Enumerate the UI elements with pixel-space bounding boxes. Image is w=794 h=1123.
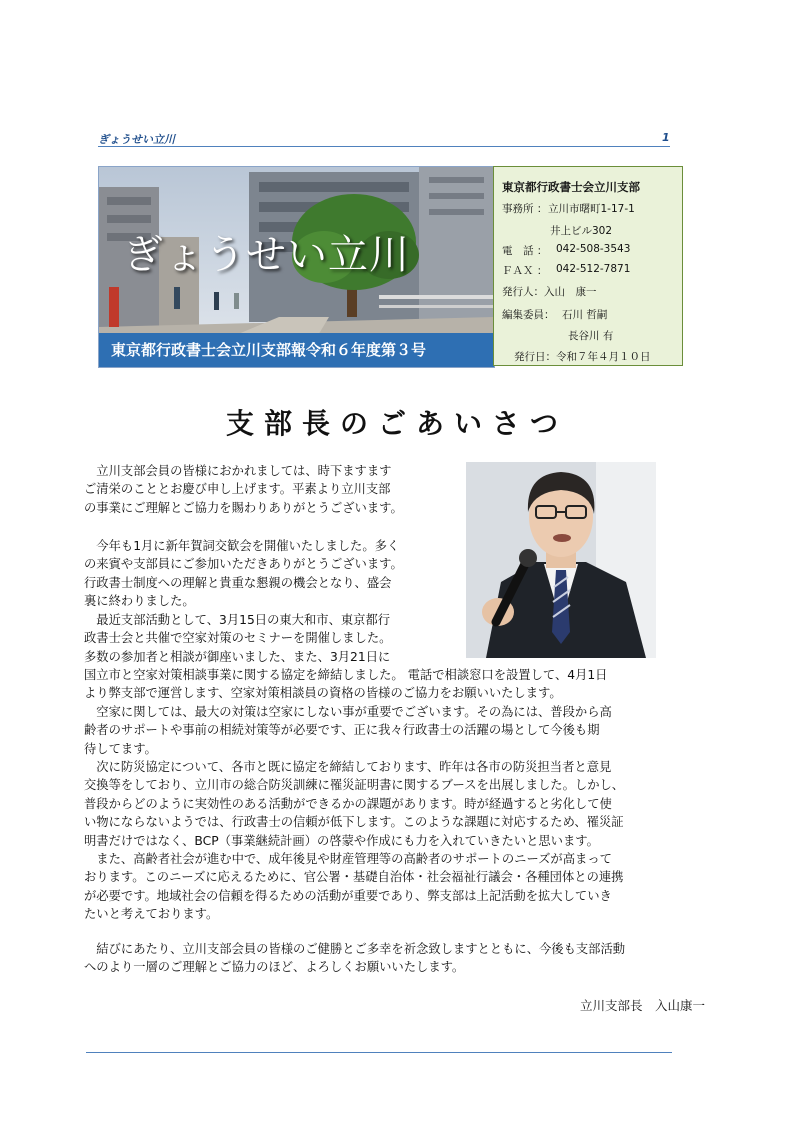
p2-line: 今年も1月に新年賀詞交歓会を開催いたしました。多く <box>84 539 400 553</box>
p1-line: ご清栄のこととお慶び申し上げます。平素より立川支部 <box>84 482 391 497</box>
masthead-photo <box>98 166 495 368</box>
p1-line: の事業にご理解とご協力を賜わりありがとうございます。 <box>84 500 403 515</box>
p3-full-line: たいと考えております。 <box>84 907 219 922</box>
header-divider <box>98 146 670 147</box>
info-office-address-2: 井上ビル302 <box>550 225 613 237</box>
info-fax-label: ＦＡＸ ： <box>502 265 548 277</box>
branch-chief-portrait <box>466 462 656 658</box>
info-fax: 042-512-7871 <box>556 263 631 275</box>
p3-full-line: おります。このニーズに応えるために、官公署・基礎自治体・社会福祉行議会・各種団体との連携 <box>84 870 624 885</box>
p3-full-line: い物にならないようでは、行政書士の信頼が低下します。このような課題に対応するため、罹災証 <box>84 815 624 830</box>
signature: 立川支部長 入山康一 <box>579 998 705 1013</box>
info-publisher: 入山 康一 <box>544 286 597 298</box>
info-tel-label: 電 話 ： <box>502 245 548 257</box>
paragraph-1 <box>84 462 459 517</box>
footer-divider <box>86 1052 672 1053</box>
p3-line: 最近支部活動として、3月15日の東大和市、東京都行 <box>84 613 391 627</box>
info-issue-date: 発行日：令和７年４月１０日 <box>514 351 651 363</box>
portrait-illustration <box>466 462 656 658</box>
p3-full-line: 次に防災協定について、各市と既に協定を締結しております、昨年は各市の防災担当者と意見 <box>84 760 612 775</box>
p2-line: 行政書士制度への理解と貴重な懇親の機会となり、盛会 <box>84 575 392 590</box>
running-header-title: ぎょうせい立川 <box>98 133 175 146</box>
page-number: 1 <box>662 131 670 144</box>
p3-full-line: 普段からどのように実効性のある活動ができるかの課題があります。時が経過すると劣化して使 <box>84 796 612 811</box>
paragraph-3-narrow <box>84 611 459 666</box>
info-office-address-1: 立川市曙町1-17-1 <box>548 203 635 215</box>
p3-full-line: また、高齢者社会が進む中で、成年後見や財産管理等の高齢者のサポートのニーズが高まって <box>84 852 612 867</box>
p3-full-line: より弊支部で運営します、空家対策相談員の資格の皆様のご協力をお願いいたします。 <box>84 686 562 701</box>
info-tel: 042-508-3543 <box>556 243 631 255</box>
masthead-title: ぎょうせい立川 <box>123 232 410 278</box>
p3-full-line: 齢者のサポートや事前の相続対策等が必要です、正に我々行政書士の活躍の場として今後も期 <box>84 723 600 738</box>
p1-line: 立川支部会員の皆様におかれましては、時下ますます <box>84 464 392 478</box>
info-editors-label: 編集委員： <box>502 309 555 321</box>
p2-line: の来賓や支部員にご参加いただきありがとうございます。 <box>84 557 403 572</box>
info-publisher-label: 発行人： <box>502 286 544 298</box>
p3-full-line: 国立市と空家対策相談事業に関する協定を締結しました。 電話で相談窓口を設置して、4月1日 <box>84 668 608 682</box>
p3-full-line: 空家に関しては、最大の対策は空家にしない事が重要でございます。その為には、普段から高 <box>84 704 612 719</box>
p3-full-line: 待してます。 <box>84 741 157 756</box>
info-office-label: 事務所 ： <box>502 203 548 215</box>
p3-full-line: 交換等をしており、立川市の総合防災訓練に罹災証明書に関するブースを出展しました。しかし、 <box>84 778 625 793</box>
info-organization: 東京都行政書士会立川支部 <box>502 180 640 194</box>
p4-line: 結びにあたり、立川支部会員の皆様のご健勝とご多幸を祈念致しますとともに、今後も支部活動 <box>84 942 626 956</box>
p3-line: 多数の参加者と相談が御座いました、また、3月21日に <box>84 649 391 664</box>
masthead-subtitle: 東京都行政書士会立川支部報令和６年度第３号 <box>111 341 427 359</box>
paragraph-2 <box>84 537 459 611</box>
publication-info-box <box>493 166 683 366</box>
p2-line: 裏に終わりました。 <box>84 594 195 609</box>
p3-full-line: が必要です。地域社会の信頼を得るための活動が重要であり、弊支部は上記活動を拡大していき <box>84 888 612 903</box>
info-editor-1: 石川 哲嗣 <box>562 309 608 321</box>
closing-paragraph <box>84 940 709 977</box>
info-editor-2: 長谷川 有 <box>568 330 614 342</box>
paragraph-3-full <box>84 666 709 924</box>
p4-line: へのより一層のご理解とご協力のほど、よろしくお願いいたします。 <box>84 960 465 975</box>
p3-full-line: 明書だけではなく、BCP（事業継続計画）の啓蒙や作成にも力を入れていきたいと思います。 <box>84 833 599 848</box>
p3-line: 政書士会と共催で空家対策のセミナーを開催しました。 <box>84 631 392 646</box>
greeting-heading: 支部長のごあいさつ <box>225 407 568 440</box>
